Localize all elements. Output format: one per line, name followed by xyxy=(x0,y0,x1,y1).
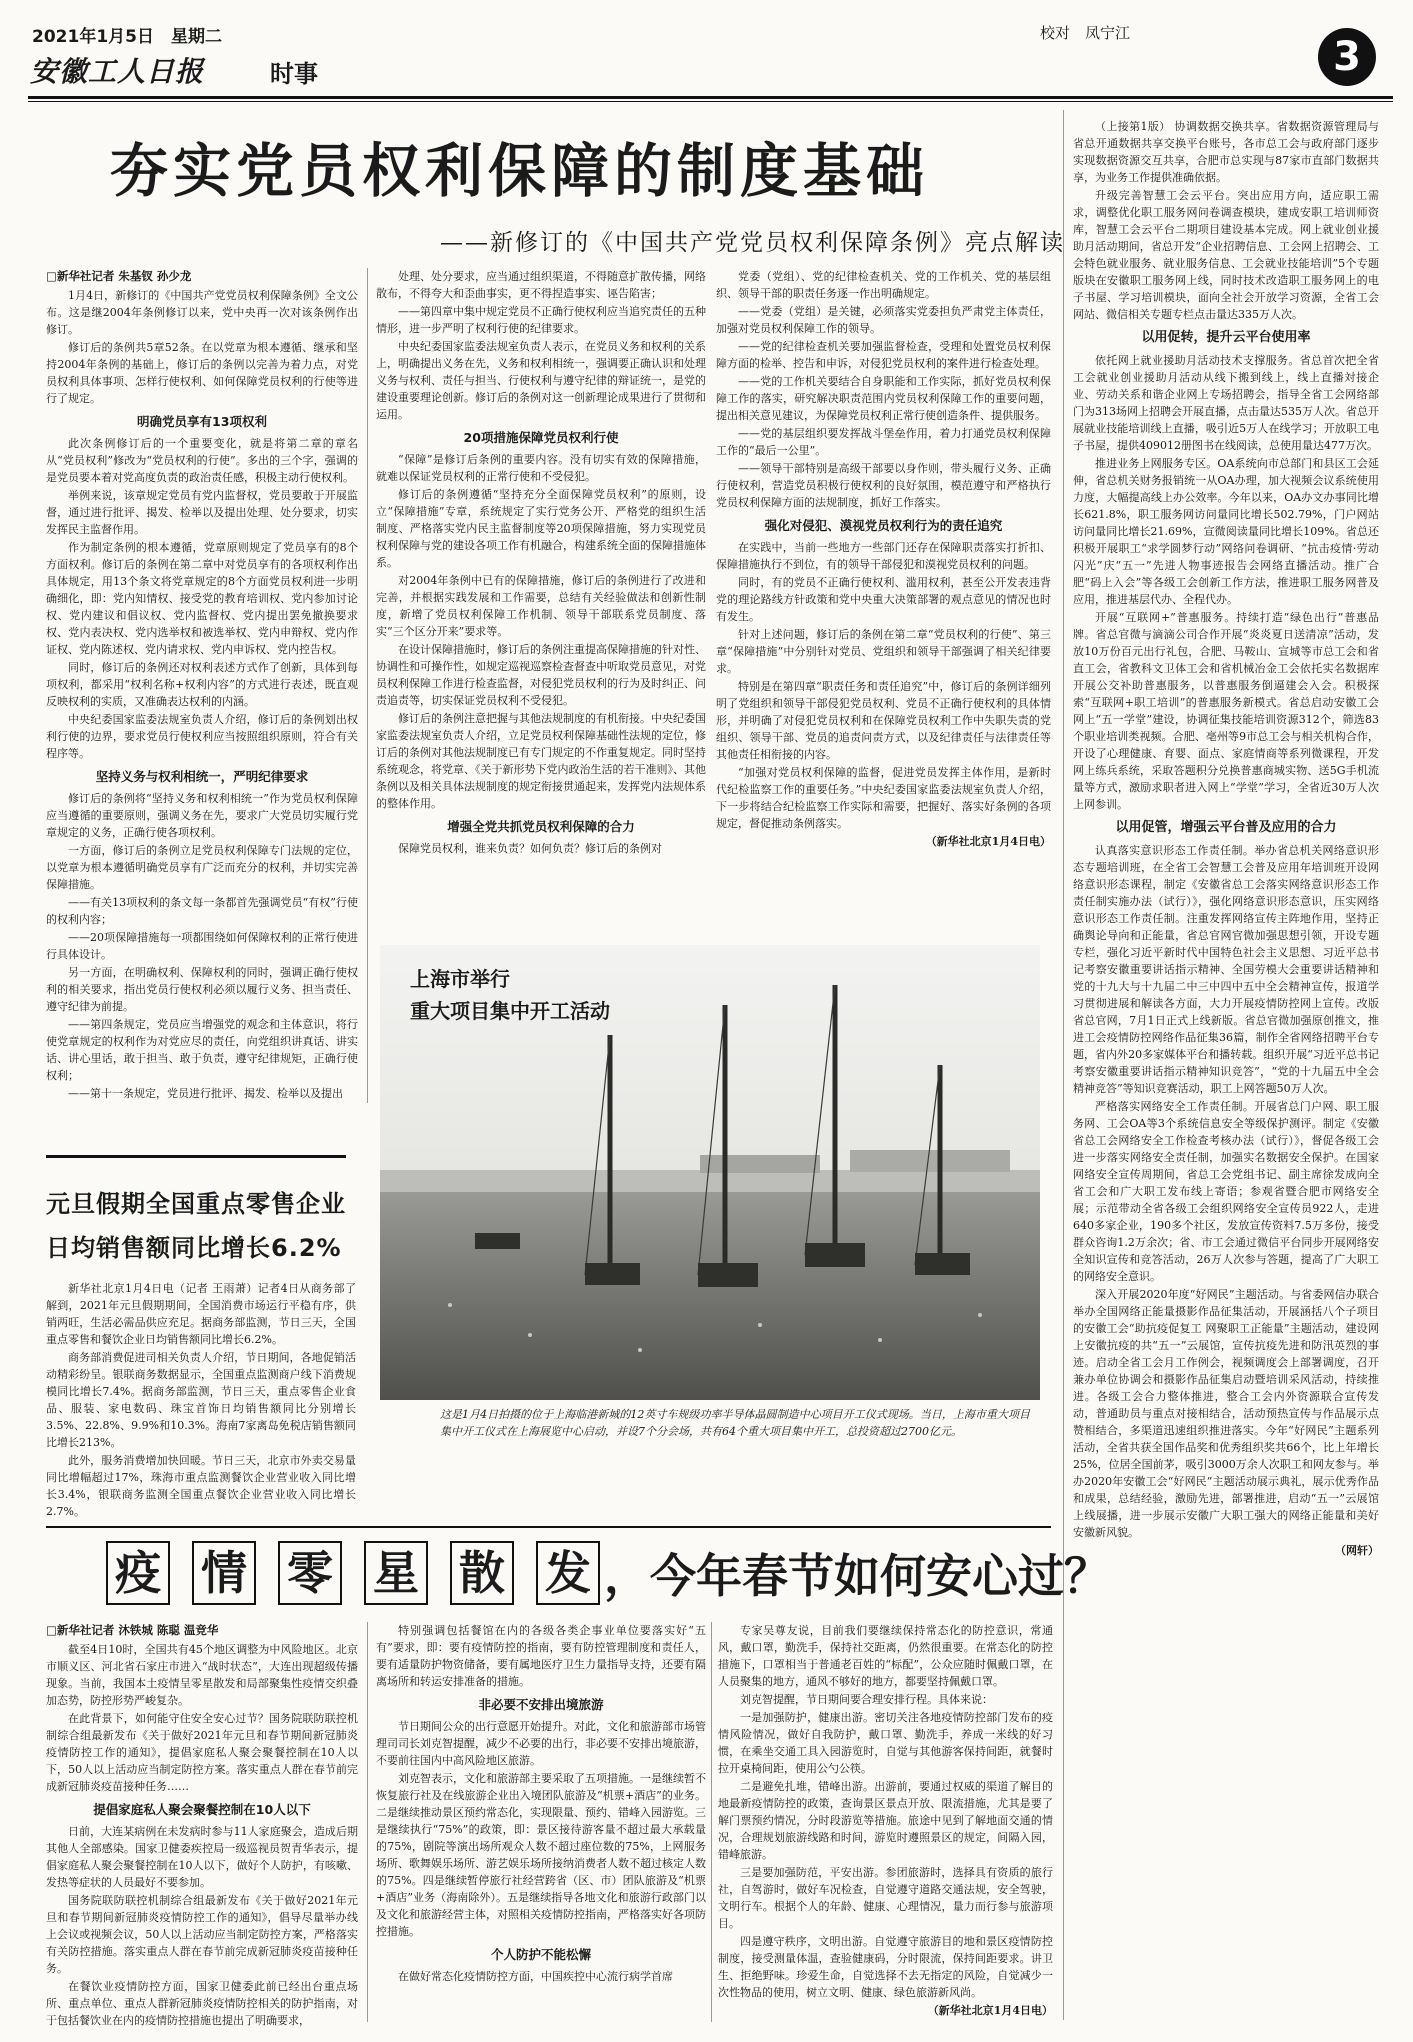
paragraph: 在做好常态化疫情防控方面，中国疾控中心流行病学首席 xyxy=(398,1970,673,1983)
paragraph: 国务院联防联控机制综合组最新发布《关于做好2021年元旦和春节期间新冠肺炎疫情防控工作的通知》，倡导尽量举办线上会议或视频会议，50人以上活动应当制定防控方案，严格落实有关防控措施。落实重点人群在春节前完成新冠肺炎疫苗接种任务。 xyxy=(46,1894,358,1975)
paragraph: 一方面，修订后的条例立足党员权利保障专门法规的定位，以党章为根本遵循明确党员享有广泛而充分的权利，并切实完善保障措施。 xyxy=(46,844,358,891)
box-rule-top xyxy=(46,1155,346,1158)
paragraph: 此次条例修订后的一个重要变化，就是将第二章的章名从“党员权利”修改为“党员权利的行使”。多出的三个字，强调的是党员要本着对党高度负责的政治责任感，积极主动行使权利。 xyxy=(46,437,358,484)
epidemic-article-column-2 xyxy=(376,1622,706,2022)
headline-boxed-char: 情 xyxy=(192,1541,256,1605)
retail-headline-line-1: 元旦假期全国重点零售企业 xyxy=(46,1190,346,1218)
continued-note: （上接第1版） xyxy=(1095,120,1171,133)
retail-article-body xyxy=(46,1280,356,1518)
paragraph: 此外，服务消费增加快回暖。节日三天，北京市外卖交易量同比增幅超过17%，珠海市重点监测餐饮企业营业收入同比增长3.4%，银联商务监测全国重点餐饮企业营业收入同比增长2.7%。 xyxy=(46,1454,356,1518)
paragraph: “加强对党员权利保障的监督，促进党员发挥主体作用，是新时代纪检监察工作的重要任务。”中央纪委国家监委法规室负责人介绍，下一步将结合纪检监察工作实际和需要，把握好、落实好条例的各项规定，督促推动条例落实。 xyxy=(716,766,1051,830)
paragraph: ——20项保障措施每一项都围绕如何保障权利的正常行使进行具体设计。 xyxy=(46,931,358,961)
paragraph: 刘克智提醒，节日期间要合理安排行程。具体来说： xyxy=(740,1693,993,1706)
paragraph: 另一方面，在明确权利、保障权利的同时，强调正确行使权利的相关要求，指出党员行使权利必须以履行义务、担当责任、遵守纪律为前提。 xyxy=(46,966,358,1013)
lead-article-column-1 xyxy=(46,268,358,1103)
paragraph: 作为制定条例的根本遵循，党章原则规定了党员享有的8个方面权利。修订后的条例在第二章中对党员享有的各项权利作出具体规定，用13个条文将党章规定的8个方面党员权利进一步明确细化，即：党内知情权、接受党的教育培训权、党内参加讨论权、党内建议和倡议权、党内监督权、党内提出罢免撤换要求权、党内表决权、党内选举权和被选举权、党内申辩权、党内作证权、党内陈述权、党内请求权、党内申诉权、党内控告权。 xyxy=(46,541,358,656)
paragraph: 节日期间公众的出行意愿开始提升。对此，文化和旅游部市场管理司司长刘克智提醒，减少不必要的出行，非必要不安排出境旅游，不要前往国内中高风险地区旅游。 xyxy=(376,1720,706,1767)
paragraph-text: 协调数据交换共享。省数据资源管理局与省总开通数据共享交换平台账号，各市总工会与政府部门逐步实现数据资源交互共享，合肥市总实现与87家市直部门数据共享，为业务工作提供准确依据。 xyxy=(1073,120,1380,184)
paragraph: 同时，修订后的条例还对权利表述方式作了创新，具体到每项权利，都采用“权利名称+权利内容”的方式进行表述，既直观反映权利的实质，又准确表达权利的内涵。 xyxy=(46,661,358,708)
paragraph: 修订后的条例共5章52条。在以党章为根本遵循、继承和坚持2004年条例的基础上，修订后的条例以完善为着力点，对党员权利具体事项、怎样行使权利、如何保障党员权利的行使等进行了规定。 xyxy=(46,341,358,405)
paragraph: 四是遵守秩序，文明出游。自觉遵守旅游目的地和景区疫情防控制度，接受测量体温，查验健康码，分时限流，保持间距要求。讲卫生、拒绝野味。珍爱生命，自觉选择不去无指定的风险，自觉减少一次性物品的使用，树立文明、健康、绿色旅游新风尚。 xyxy=(718,1935,1053,1999)
paragraph: 同时，有的党员不正确行使权利、滥用权利，甚至公开发表违背党的理论路线方针政策和党中央重大决策部署的观点意见的情况也时有发生。 xyxy=(716,576,1051,623)
paragraph: 一是加强防护，健康出游。密切关注各地疫情防控部门发布的疫情风险情况，做好自我防护，戴口罩、勤洗手，养成一米线的好习惯，在乘坐交通工具入园游览时，自觉与其他游客保持间距，就餐时拉开桌椅间距，使用公勺公筷。 xyxy=(718,1711,1053,1775)
paragraph: 中央纪委国家监委法规室负责人表示，在党员义务和权利的关系上，明确提出义务在先，义务和权利相统一，强调要正确认识和处理义务与权利、责任与担当、行使权利与遵守纪律的辩证统一，是党的建设重要理论创新。修订后的条例对这一创新理论成果进行了贯彻和运用。 xyxy=(376,340,706,421)
section-subhead: 强化对侵犯、漠视党员权利行为的责任追究 xyxy=(764,518,1003,533)
section-subhead: 增强全党共抓党员权利保障的合力 xyxy=(447,819,635,834)
photo-headline xyxy=(410,963,610,1027)
paragraph: 1月4日，新修订的《中国共产党党员权利保障条例》全文公布。这是继2004年条例修订以来，党中央再一次对该条例作出修订。 xyxy=(46,289,358,336)
paragraph: 特别强调包括餐馆在内的各级各类企事业单位要落实好“五有”要求，即：要有疫情防控的指南，要有防控管理制度和责任人，要有适量防护物资储备，要有属地医疗卫生力量指导支持，还要有隔离场所和转运安排准备的措施。 xyxy=(376,1624,706,1688)
photo-headline-line-2: 重大项目集中开工活动 xyxy=(410,999,610,1023)
paragraph: 刘克智表示，文化和旅游部主要采取了五项措施。一是继续暂不恢复旅行社及在线旅游企业出入境团队旅游及“机票+酒店”的业务。二是继续推动景区预约常态化，实现限量、预约、错峰入园游览。三是继续执行“75%”的政策，即：景区接待游客量不超过最大承载量的75%，剧院等演出场所观众人数不超过座位数的75%，上网服务场所、歌舞娱乐场所、游艺娱乐场所接纳消费者人数不超过核定人数的75%。四是继续暂停旅行社经营跨省（区、市）团队旅游及“机票+酒店”业务（海南除外）。五是继续指导各地文化和旅游行政部门以及文化和旅游经营主体，对照相关疫情防控指南，严格落实好各项防控措施。 xyxy=(376,1772,706,1938)
lead-article-column-3 xyxy=(716,268,1051,938)
section-subhead: 20项措施保障党员权利行使 xyxy=(463,430,619,445)
page-header xyxy=(0,0,1413,96)
lead-article-column-2 xyxy=(376,268,706,938)
epidemic-article-column-1 xyxy=(46,1622,358,2027)
lead-subheadline: ——新修订的《中国共产党党员权利保障条例》亮点解读 xyxy=(440,230,1065,256)
paragraph: 在此背景下，如何能守住安全安心过节？国务院联防联控机制综合组最新发布《关于做好2021年元旦和春节期间新冠肺炎疫情防控工作的通知》，提倡家庭私人聚会聚餐控制在10人以下，50人以上活动应当制定防控方案。落实重点人群在春节前完成新冠肺炎疫苗接种任务…… xyxy=(46,1712,358,1793)
article-dateline: （新华社北京1月4日电） xyxy=(927,2004,1053,2017)
photo-headline-line-1: 上海市举行 xyxy=(410,967,510,991)
section-subhead: 坚持义务与权利相统一，严明纪律要求 xyxy=(95,769,309,784)
paragraph: 修订后的条例遵循“坚持充分全面保障党员权利”的原则，设立“保障措施”专章，系统规定了实行党务公开、严格党的组织生活制度、严格落实党内民主监督制度等20项保障措施，努力实现党员权利保障与党的建设各项工作有机融合，构建系统全面的保障措施体系。 xyxy=(376,488,706,569)
paragraph: 在餐饮业疫情防控方面，国家卫健委此前已经出台重点场所、重点单位、重点人群新冠肺炎疫情防控相关的防护指南，对于包括餐饮业在内的疫情防控措施也提出了明确要求， xyxy=(46,1980,358,2027)
headline-boxed-char: 散 xyxy=(450,1541,514,1605)
paragraph: ——党的基层组织要发挥战斗堡垒作用，着力打通党员权利保障工作的“最后一公里”。 xyxy=(716,427,1051,457)
paragraph: ——第四条规定，党员应当增强党的观念和主体意识，将行使党章规定的权利作为对党应尽的责任，向党组织讲真话、讲实话、讲心里话，敢于担当、敢于负责，遵守纪律规矩，正确行使权利； xyxy=(46,1018,358,1082)
paragraph: 推进业务上网服务专区。OA系统向市总部门和县区工会延伸，省总机关财务报销统一从OA办理，加大视频会议系统使用力度，大幅提高线上办公效率。今年以来，OA办文办事同比增长621.8%，职工服务网访问量同比增长502.79%，门户网站访问量同比增长21.69%，宣微阅读量同比增长109%。省总还积极开展职工“求学圆梦行动”网络问卷调研、“抗击疫情·劳动闪光”庆“五一”先进人物事迹报告会网络直播活动。推广合肥“码上入会”等各级工会创新工作方法，推进职工服务网普及应用，推进基层代办、全程代办。 xyxy=(1073,457,1379,606)
paragraph: 对2004年条例中已有的保障措施，修订后的条例进行了改进和完善，并根据实践发展和工作需要，总结有关经验做法和创新性制度，新增了党员权利保障工作机制、领导干部联系党员制度、落实“三个区分开来”要求等。 xyxy=(376,574,706,638)
paragraph: 处理、处分要求，应当通过组织渠道，不得随意扩散传播，网络散布，不得夸大和歪曲事实，更不得捏造事实、诬告陷害； xyxy=(376,270,706,300)
paragraph: 举例来说，该章规定党员有党内监督权，党员要敢于开展监督，通过进行批评、揭发、检举以及提出处理、处分要求，切实发挥民主监督作用。 xyxy=(46,489,358,536)
paragraph: ——党委（党组）是关键，必须落实党委担负严肃党主体责任，加强对党员权利保障工作的领导。 xyxy=(716,305,1051,335)
article-dateline: （新华社北京1月4日电） xyxy=(925,835,1051,848)
proofreader: 校对 凤宁江 xyxy=(1040,24,1131,42)
lead-headline: 夯实党员权利保障的制度基础 xyxy=(110,137,930,205)
paragraph: 修订后的条例将“坚持义务和权利相统一”作为党员权利保障应当遵循的重要原则，强调义务在先，要求广大党员切实履行党章规定的义务，正确行使各项权利。 xyxy=(46,792,358,839)
section-rule xyxy=(46,1526,1051,1528)
headline-boxed-char: 星 xyxy=(364,1541,428,1605)
paragraph: 专家吴尊友说，目前我们要继续保持常态化的防控意识，常通风，戴口罩，勤洗手，保持社交距离，仍然很重要。在常态化的防控措施下，口罩相当于普通老百姓的“标配”，公众应随时佩戴口罩，在人员聚集的地方，通风不够好的地方，都要坚持佩戴口罩。 xyxy=(718,1624,1053,1688)
headline-rest: ，今年春节如何安心过？ xyxy=(604,1549,1110,1603)
paragraph: 新华社北京1月4日电（记者 王雨萧）记者4日从商务部了解到，2021年元旦假期期间，全国消费市场运行平稳有序，供销两旺，生活必需品供应充足。据商务部监测，节日三天，全国重点零售和餐饮企业日均销售额同比增长6.2%。 xyxy=(46,1282,356,1346)
page-number-badge: 3 xyxy=(1318,28,1376,86)
paragraph: 二是避免扎堆，错峰出游。出游前，要通过权威的渠道了解目的地最新疫情防控的政策，查询景区景点开放、限流措施，尤其是要了解门票预约情况，分时段游览等措施。旅途中见到了解地面交通的情况，合理规划旅游线路和时间，游览时遵照景区的规定，间隔入园，错峰旅游。 xyxy=(718,1780,1053,1861)
paragraph: 商务部消费促进司相关负责人介绍，节日期间，各地促销活动精彩纷呈。银联商务数据显示，全国重点监测商户线下消费规模同比增长7.4%。据商务部监测，节日三天，重点零售企业食品、服装、家电数码、珠宝首饰日均销售额同比分别增长3.5%、22.8%、9.9%和10.3%。海南7家离岛免税店销售额同比增长213%。 xyxy=(46,1351,356,1449)
paragraph: ——党的工作机关要结合自身职能和工作实际，抓好党员权利保障工作的落实，研究解决职责范围内党员权利保障工作的重要问题，提出相关意见建议，为保障党员权利正常行使创造条件、提供服务。 xyxy=(716,375,1051,422)
section-name: 时事 xyxy=(270,60,318,88)
paragraph: 截至4日10时，全国共有45个地区调整为中风险地区。北京市顺义区、河北省石家庄市进入“战时状态”，大连出现超级传播现象。当前，我国本土疫情呈零星散发和局部聚集性疫情交织叠加态势，防控形势严峻复杂。 xyxy=(46,1643,358,1707)
retail-headline xyxy=(46,1182,346,1270)
paragraph: ——领导干部特别是高级干部要以身作则，带头履行义务、正确行使权利，营造党员积极行使权利的良好氛围，模范遵守和严格执行党员权利保障方面的法规制度，抓好工作落实。 xyxy=(716,462,1051,509)
paragraph: 在实践中，当前一些地方一些部门还存在保障职责落实打折扣、保障措施执行不到位，有的领导干部侵犯和漠视党员权利的问题。 xyxy=(716,541,1051,571)
paragraph: 修订后的条例注意把握与其他法规制度的有机衔接。中央纪委国家监委法规室负责人介绍，立足党员权利保障基础性法规的定位，修订后的条例对其他法规制度已有专门规定的不作重复规定。同时坚持系统观念，将党章、《关于新形势下党内政治生活的若干准则》、其他条例以及相关具体法规制度的规定衔接贯通起来，发挥党内法规体系的整体作用。 xyxy=(376,712,706,810)
right-article-column xyxy=(1073,118,1379,2023)
epidemic-byline: □新华社记者 沐铁城 陈聪 温竞华 xyxy=(46,1623,219,1637)
headline-boxed-char: 发 xyxy=(536,1541,600,1605)
article-signature: （网轩） xyxy=(1335,1544,1379,1557)
paragraph: 依托网上就业援助月活动技术支撑服务。省总首次把全省工会就业创业援助月活动从线下搬到线上，线上直播対接企业、劳动关系和谐企业网上专场招聘会，指导全省工会网络部门为313场网上招聘会开展直播，点击量达535万人次。省总开展就业技能培训线上直播，吸引近5万人在线学习；开放职工电子书屋，提供409012册图书在线阅读，总使用量达477万次。 xyxy=(1073,354,1379,452)
header-rule xyxy=(28,96,1393,99)
news-photo xyxy=(380,945,1040,1400)
newspaper-logo: 安徽工人日报 xyxy=(30,55,205,88)
paragraph: 开展“互联网+”普惠服务。持续打造“绿色出行”普惠品牌。省总官微与滴滴公司合作开展“炎炎夏日送清凉”活动，发放10万份百元出行礼包，合肥、马鞍山、宣城等市总工会和省直工会，省教科文卫体工会和省机械冶金工会依托实名数据库开展公交补助普惠服务，以普惠服务倒逼建会入会。积极探索“互联网+职工培训”的普惠服务新模式。省总启动安徽工会网上“五一学堂”建设，协调征集技能培训资源312个，筛选83个职业培训类视频。合肥、亳州等9市总工会与相关机构合作，开设了心理健康、育婴、面点、家庭情商等系列微课程，开发网上练兵系统，采取答题积分兑换普惠商城实物、送5G手机流量等方式，激励求职者进入网上“学堂”学习，全省近30万人次上网参训。 xyxy=(1073,611,1379,811)
paragraph: 日前，大连某病例在未发病时参与11人家庭聚会，造成后期其他人全部感染。国家卫健委疾控局一级巡视员贺青华表示，提倡家庭私人聚会聚餐控制在10人以下，做好个人防护，有咳嗽、发热等症状的人员最好不要参加。 xyxy=(46,1825,358,1889)
retail-headline-line-2: 日均销售额同比增长6.2% xyxy=(46,1234,342,1262)
epidemic-article-column-3 xyxy=(718,1622,1053,2022)
photo-caption: 这是1月4日拍摄的位于上海临港新城的12英寸车规级功率半导体晶圆制造中心项目开工仪式现场。当日，上海市重大项目集中开工仪式在上海展览中心启动，并设7个分会场，共有64个重大项目集中开工，总投资超过2700亿元。 xyxy=(440,1408,1030,1438)
section-subhead: 以用促转，提升云平台使用率 xyxy=(1141,330,1311,345)
headline-boxed-char: 零 xyxy=(278,1541,342,1605)
paragraph: 中央纪委国家监委法规室负责人介绍，修订后的条例划出权利行使的边界，要求党员行使权利应当按照组织原则，符合有关程序等。 xyxy=(46,713,358,760)
paragraph xyxy=(1073,118,1379,186)
section-subhead: 明确党员享有13项权利 xyxy=(137,414,267,429)
column-divider xyxy=(1063,110,1064,2020)
paragraph: ——党的纪律检查机关要加强监督检查，受理和处置党员权利保障方面的检举、控告和申诉，对侵犯党员权利的案件进行检查处理。 xyxy=(716,340,1051,370)
header-rule-thin xyxy=(28,101,1393,102)
paragraph: ——第十一条规定，党员进行批评、揭发、检举以及提出 xyxy=(68,1087,343,1100)
paragraph: 升级完善智慧工会云平台。突出应用方向，适应职工需求，调整优化职工服务网问卷调查模块，建成安职工培训师资库，智慧工会云平台二期项目建设基本完成。网上就业创业援助月活动期间，省总开发“企业招聘信息、工会网上招聘会、工会特色就业服务、就业服务信息、工会就业技能培训”5个专题版块在安徽职工服务网上线，同时技术改造职工服务网上的电子书屋、学习培训模块，面向全社会开放学习资源，全省工会网站、微信相关专题专栏点击量达335万人次。 xyxy=(1073,189,1379,321)
section-subhead: 以用促管，增强云平台普及应用的合力 xyxy=(1115,820,1337,835)
paragraph: 认真落实意识形态工作责任制。举办省总机关网络意识形态专题培训班，在全省工会智慧工会普及应用年培训班开设网络意识形态课程，制定《安徽省总工会落实网络意识形态工作责任制实施办法（试行）》，强化网络意识形态意识，压实网络意识形态工作责任制。注重发挥网络宣传主阵地作用，坚持正确舆论导向和正能量，省总官网官微加强思想引领，开设专题专栏，强化习近平新时代中国特色社会主义思想、习近平总书记考察安徽重要讲话指示精神、全国劳模大会重要讲话精神和党的十九大与十九届二中三中四中五中全会精神宣传，报道学习贯彻进展和解读各方面，大力开展疫情防控网上宣传。改版省总官网，7月1日正式上线新版。省总官微加强原创推文，推进工会疫情防控网络作品征集36篇，制作全省网络招聘平台专题，省内外20多家媒体平台和播转载。组织开展“习近平总书记考察安徽重要讲话指示精神知识竞答”，“党的十九届五中全会精神竞答”等知识竞赛活动，职工上网答题50万人次。 xyxy=(1073,844,1379,1095)
paragraph: ——有关13项权利的条文每一条都首先强调党员“有权”行使的权利内容； xyxy=(46,896,358,926)
paragraph: 针对上述问题，修订后的条例在第二章“党员权利的行使”、第三章“保障措施”中分别针对党员、党组织和领导干部强调了相关纪律要求。 xyxy=(716,628,1051,675)
paragraph: 特别是在第四章“职责任务和责任追究”中，修订后的条例详细列明了党组织和领导干部侵犯党员权利、党员不正确行使权利的具体情形，并明确了对侵犯党员权利和在保障党员权利工作中失职失责的党组织、领导干部、党员的追责问责方式，以及纪律责任与法律责任等其他责任相衔接的内容。 xyxy=(716,680,1051,761)
paragraph: 在设计保障措施时，修订后的条例注重提高保障措施的针对性、协调性和可操作性，如规定巡视巡察检查督查中听取党员意见，对党员权利保障工作进行检查监督，对侵犯党员权利的行为及时纠正、问责追责等，切实保证党员权利不受侵犯。 xyxy=(376,643,706,707)
section-subhead: 非必要不安排出境旅游 xyxy=(478,1697,604,1712)
paragraph: 党委（党组）、党的纪律检查机关、党的工作机关、党的基层组织、领导干部的职责任务逐一作出明确规定。 xyxy=(716,270,1051,300)
headline-boxed-char: 疫 xyxy=(106,1541,170,1605)
issue-date: 2021年1月5日 星期二 xyxy=(32,27,222,47)
paragraph: 深入开展2020年度“好网民”主题活动。与省委网信办联合举办全国网络正能量摄影作品征集活动，开展涵括八个子项目的安徽工会“助抗疫促复工 网聚职工正能量”主题活动，建设网上安徽抗疫的共“五一”云展馆，宣传抗疫先进和防汛英烈的事迹。启动全省工会月工作例会，视频调度会上部署调度，召开兼办单位协调会和摄影作品征集启动暨培训采风活动，持续推进。各级工会合力整体推进，整合工会内外资源联合宣传发动，普通助员与重点对接相结合，活动预热宣传与作品展示点赞相结合，多渠道迅速组织推进落实。今年“好网民”主题系列活动，全省共获全国作品奖和优秀组织奖共66个，比上年增长25%，位居全国前茅，吸引3000万余人次职工和网友参与。举办2020年安徽工会“好网民”主题活动展示典礼，展示优秀作品和成果，总结经验，激励先进，部署推进，启动“五一”云展馆上线展播，进一步展示安徽广大职工强大的网络正能量和美好安徽新风貌。 xyxy=(1073,1288,1379,1539)
section-subhead: 提倡家庭私人聚会聚餐控制在10人以下 xyxy=(93,1802,311,1817)
epidemic-headline xyxy=(106,1540,1110,1610)
column-divider xyxy=(367,1622,368,2022)
lead-byline: □新华社记者 朱基钗 孙少龙 xyxy=(46,269,192,283)
paragraph: 三是要加强防范，平安出游。参团旅游时，选择具有资质的旅行社，自驾游时，做好车况检查，自觉遵守道路交通法规，安全驾驶，文明行车。根据个人的年龄、健康、心理情况，量力而行参与旅游项目。 xyxy=(718,1866,1053,1930)
paragraph: ——第四章中集中规定党员不正确行使权利应当追究责任的五种情形，进一步严明了权利行使的纪律要求。 xyxy=(376,305,706,335)
column-divider xyxy=(711,1622,712,2022)
paragraph: “保障”是修订后条例的重要内容。没有切实有效的保障措施，就难以保证党员权利的正常行使和不受侵犯。 xyxy=(376,453,706,483)
paragraph: 保障党员权利，谁来负责？如何负责？修订后的条例对 xyxy=(398,842,662,855)
paragraph: 严格落实网络安全工作责任制。开展省总门户网、职工服务网、工会OA等3个系统信息安全等级保护测评。制定《安徽省总工会网络安全工作检查考核办法（试行）》，督促各级工会进一步落实网络安全责任制，加强实名数据安全保护。在国家网络安全宣传周期间，省总工会党组书记、副主席徐发成向全省工会和广大职工发布线上寄语；参观省暨合肥市网络安全展；示范带动全省各级工会组织网络安全宣传员922人，走进640多家企业，190多个社区，发放宣传资料7.5万多份，接受群众咨询1.2万余次；省、市工会通过微信平台同步开展网络安全知识宣传和竞答活动，26万人次参与答题，提高了广大职工的网络安全意识。 xyxy=(1073,1100,1379,1283)
column-divider xyxy=(367,268,368,1103)
section-subhead: 个人防护不能松懈 xyxy=(490,1947,591,1962)
